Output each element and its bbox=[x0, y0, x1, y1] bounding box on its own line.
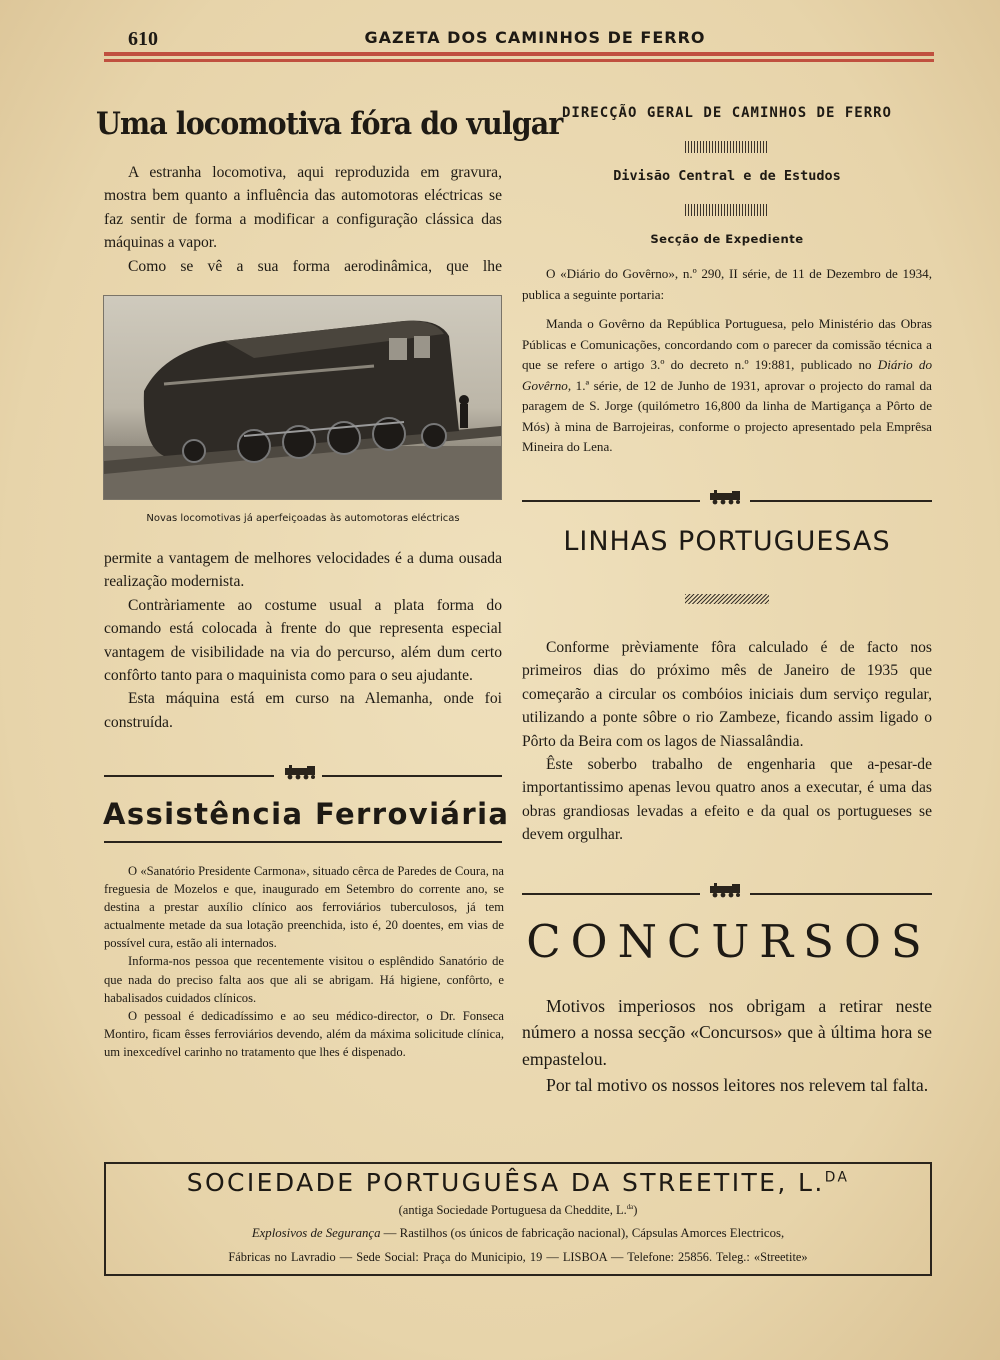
advert-name-text: SOCIEDADE PORTUGUÊSA DA STREETITE, L. bbox=[186, 1168, 825, 1197]
linhas-text bbox=[522, 636, 932, 847]
concursos-headline: CONCURSOS bbox=[526, 915, 932, 968]
header-rule-top bbox=[104, 52, 934, 56]
page-number: 610 bbox=[128, 28, 158, 50]
advert-former-sup: da bbox=[626, 1203, 634, 1211]
portaria-text-a: Manda o Govêrno da República Portuguesa, pelo Ministério das Obras Públicas e Comunicações, concordando com o parecer da comissão técnica a que se refere o artigo 3.º do decreto n.º 19:881, publicado no bbox=[522, 316, 932, 372]
headline-underline bbox=[104, 841, 502, 843]
assistencia-headline: Assistência Ferroviária bbox=[103, 797, 510, 831]
header-rule-bottom bbox=[104, 59, 934, 62]
assistencia-paragraph-2: Informa-nos pessoa que recentemente visitou o esplêndido Sanatório de que nada do preciso falta aos que ali se abrigam. Há higiene, confôrto, e habalisados cuidados clínicos. bbox=[104, 954, 504, 1005]
locomotive-paragraph-1: A estranha locomotiva, aqui reproduzida em gravura, mostra bem quanto a influência das automotoras eléctricas se faz sentir de forma a modificar a configuração clássica das máquinas a vapor. bbox=[104, 164, 502, 252]
separator-rule bbox=[522, 893, 700, 895]
division-title: Divisão Central e de Estudos bbox=[613, 168, 841, 184]
separator-rule bbox=[750, 893, 932, 895]
locomotive-paragraph-4: Contràriamente ao costume usual a plata forma do comando está colocada à frente do que representa especial vantagem de visibilidade na via do percurso, além dum certo confôrto tanto para o maquinista como para o seu ajudante. bbox=[104, 596, 502, 685]
linhas-paragraph-1: Conforme prèviamente fôra calculado é de facto nos primeiros dias do próximo mês de Janeiro de 1935 que começarão a circular os combóios iniciais dum serviço regular, utilizando a ponte sôbre o rio Zambeze, ficando assim ligado o Pôrto da Beira com os lagos de Niassalândia. bbox=[522, 639, 932, 750]
separator-rule bbox=[522, 500, 700, 502]
locomotive-paragraph-3: permite a vantagem de melhores velocidades é a duma ousada realização modernista. bbox=[104, 550, 502, 591]
advert-address: Fábricas no Lavradio — Sede Social: Praça do Municipio, 19 — LISBOA — Telefone: 25856. Teleg.: «Streetite» bbox=[228, 1250, 808, 1264]
locomotive-illustration bbox=[104, 296, 501, 499]
photo-caption: Novas locomotivas já aperfeiçoadas às automotoras eléctricas bbox=[146, 513, 460, 524]
publication-title: GAZETA DOS CAMINHOS DE FERRO bbox=[364, 28, 706, 47]
direccao-paragraph-2 bbox=[522, 314, 932, 458]
advert-former-end: ) bbox=[633, 1203, 638, 1217]
hatched-ornament bbox=[685, 141, 769, 153]
direccao-headline: DIRECÇÃO GERAL DE CAMINHOS DE FERRO bbox=[561, 105, 892, 121]
concursos-paragraph-2: Por tal motivo os nossos leitores nos relevem tal falta. bbox=[546, 1074, 929, 1095]
separator-rule bbox=[322, 775, 502, 777]
section-title: Secção de Expediente bbox=[650, 232, 804, 246]
separator-rule bbox=[104, 775, 274, 777]
advert-products-italic: Explosivos de Segurança bbox=[251, 1226, 381, 1240]
concursos-text bbox=[522, 993, 932, 1098]
locomotive-photo bbox=[103, 295, 502, 500]
portaria-italic: Diário do Govêrno bbox=[522, 357, 932, 393]
separator-rule bbox=[750, 500, 932, 502]
hatched-ornament bbox=[685, 204, 769, 216]
locomotive-paragraph-2: Como se vê a sua forma aerodinâmica, que lhe bbox=[128, 257, 502, 275]
advert-products bbox=[104, 1226, 932, 1241]
train-ornament-icon bbox=[708, 882, 742, 898]
advert-company-name bbox=[104, 1168, 932, 1197]
concursos-paragraph-1: Motivos imperiosos nos obrigam a retirar neste número a nossa secção «Concursos» que à última hora se empastelou. bbox=[522, 996, 932, 1069]
advert-products-text: — Rastilhos (os únicos de fabricação nacional), Cápsulas Amorces Electricos, bbox=[380, 1226, 785, 1240]
train-ornament-icon bbox=[283, 764, 317, 780]
locomotive-paragraph-5: Esta máquina está em curso na Alemanha, onde foi construída. bbox=[104, 690, 502, 731]
direccao-text bbox=[522, 264, 932, 458]
locomotive-text-bottom bbox=[104, 547, 502, 734]
portaria-text-b: , 1.ª série, de 12 de Junho de 1931, aprovar o projecto do ramal da paragem de S. Jorge (quilómetro 16,800 da linha de Martigança a Pôrto de Mós) à mina de Barrojeiras, conforme o projecto apresentado pela Emprêsa Mineira do Lena. bbox=[522, 377, 932, 454]
train-ornament-icon bbox=[708, 489, 742, 505]
direccao-paragraph-1: O «Diário do Govêrno», n.º 290, II série, de 11 de Dezembro de 1934, publica a seguinte portaria: bbox=[522, 266, 932, 302]
linhas-paragraph-2: Êste soberbo trabalho de engenharia que a-pesar-de importantissimo apenas levou quatro anos a executar, é uma das obras grandiosas levadas a efeito e da qual os portugueses se devem orgulhar. bbox=[522, 756, 932, 844]
hatched-ornament bbox=[685, 594, 769, 604]
locomotive-headline: Uma locomotiva fóra do vulgar bbox=[96, 106, 563, 142]
linhas-headline: LINHAS PORTUGUESAS bbox=[563, 526, 891, 557]
assistencia-paragraph-3: O pessoal é dedicadíssimo e ao seu médico-director, o Dr. Fonseca Montiro, ficam êsses ferroviários devendo, além da máxima solicitude clínica, um inexcedível carinho no tratamento que lhes é dispenado. bbox=[104, 1008, 504, 1059]
locomotive-text-top bbox=[104, 161, 502, 278]
assistencia-text bbox=[104, 862, 504, 1061]
advert-former-text: (antiga Sociedade Portuguesa da Cheddite, L. bbox=[398, 1203, 627, 1217]
assistencia-paragraph-1: O «Sanatório Presidente Carmona», situado cêrca de Paredes de Coura, na freguesia de Mozelos e que, inaugurado em Setembro do corrente ano, se destina a prestar auxílio clínico aos ferroviários tuberculosos, já tem actualmente metade da sua lotação preenchida, isto é, 20 doentes, em vias de possível cura, estão ali internados. bbox=[104, 864, 504, 951]
advert-name-sup: DA bbox=[824, 1169, 850, 1186]
advert-former-name bbox=[104, 1203, 932, 1218]
